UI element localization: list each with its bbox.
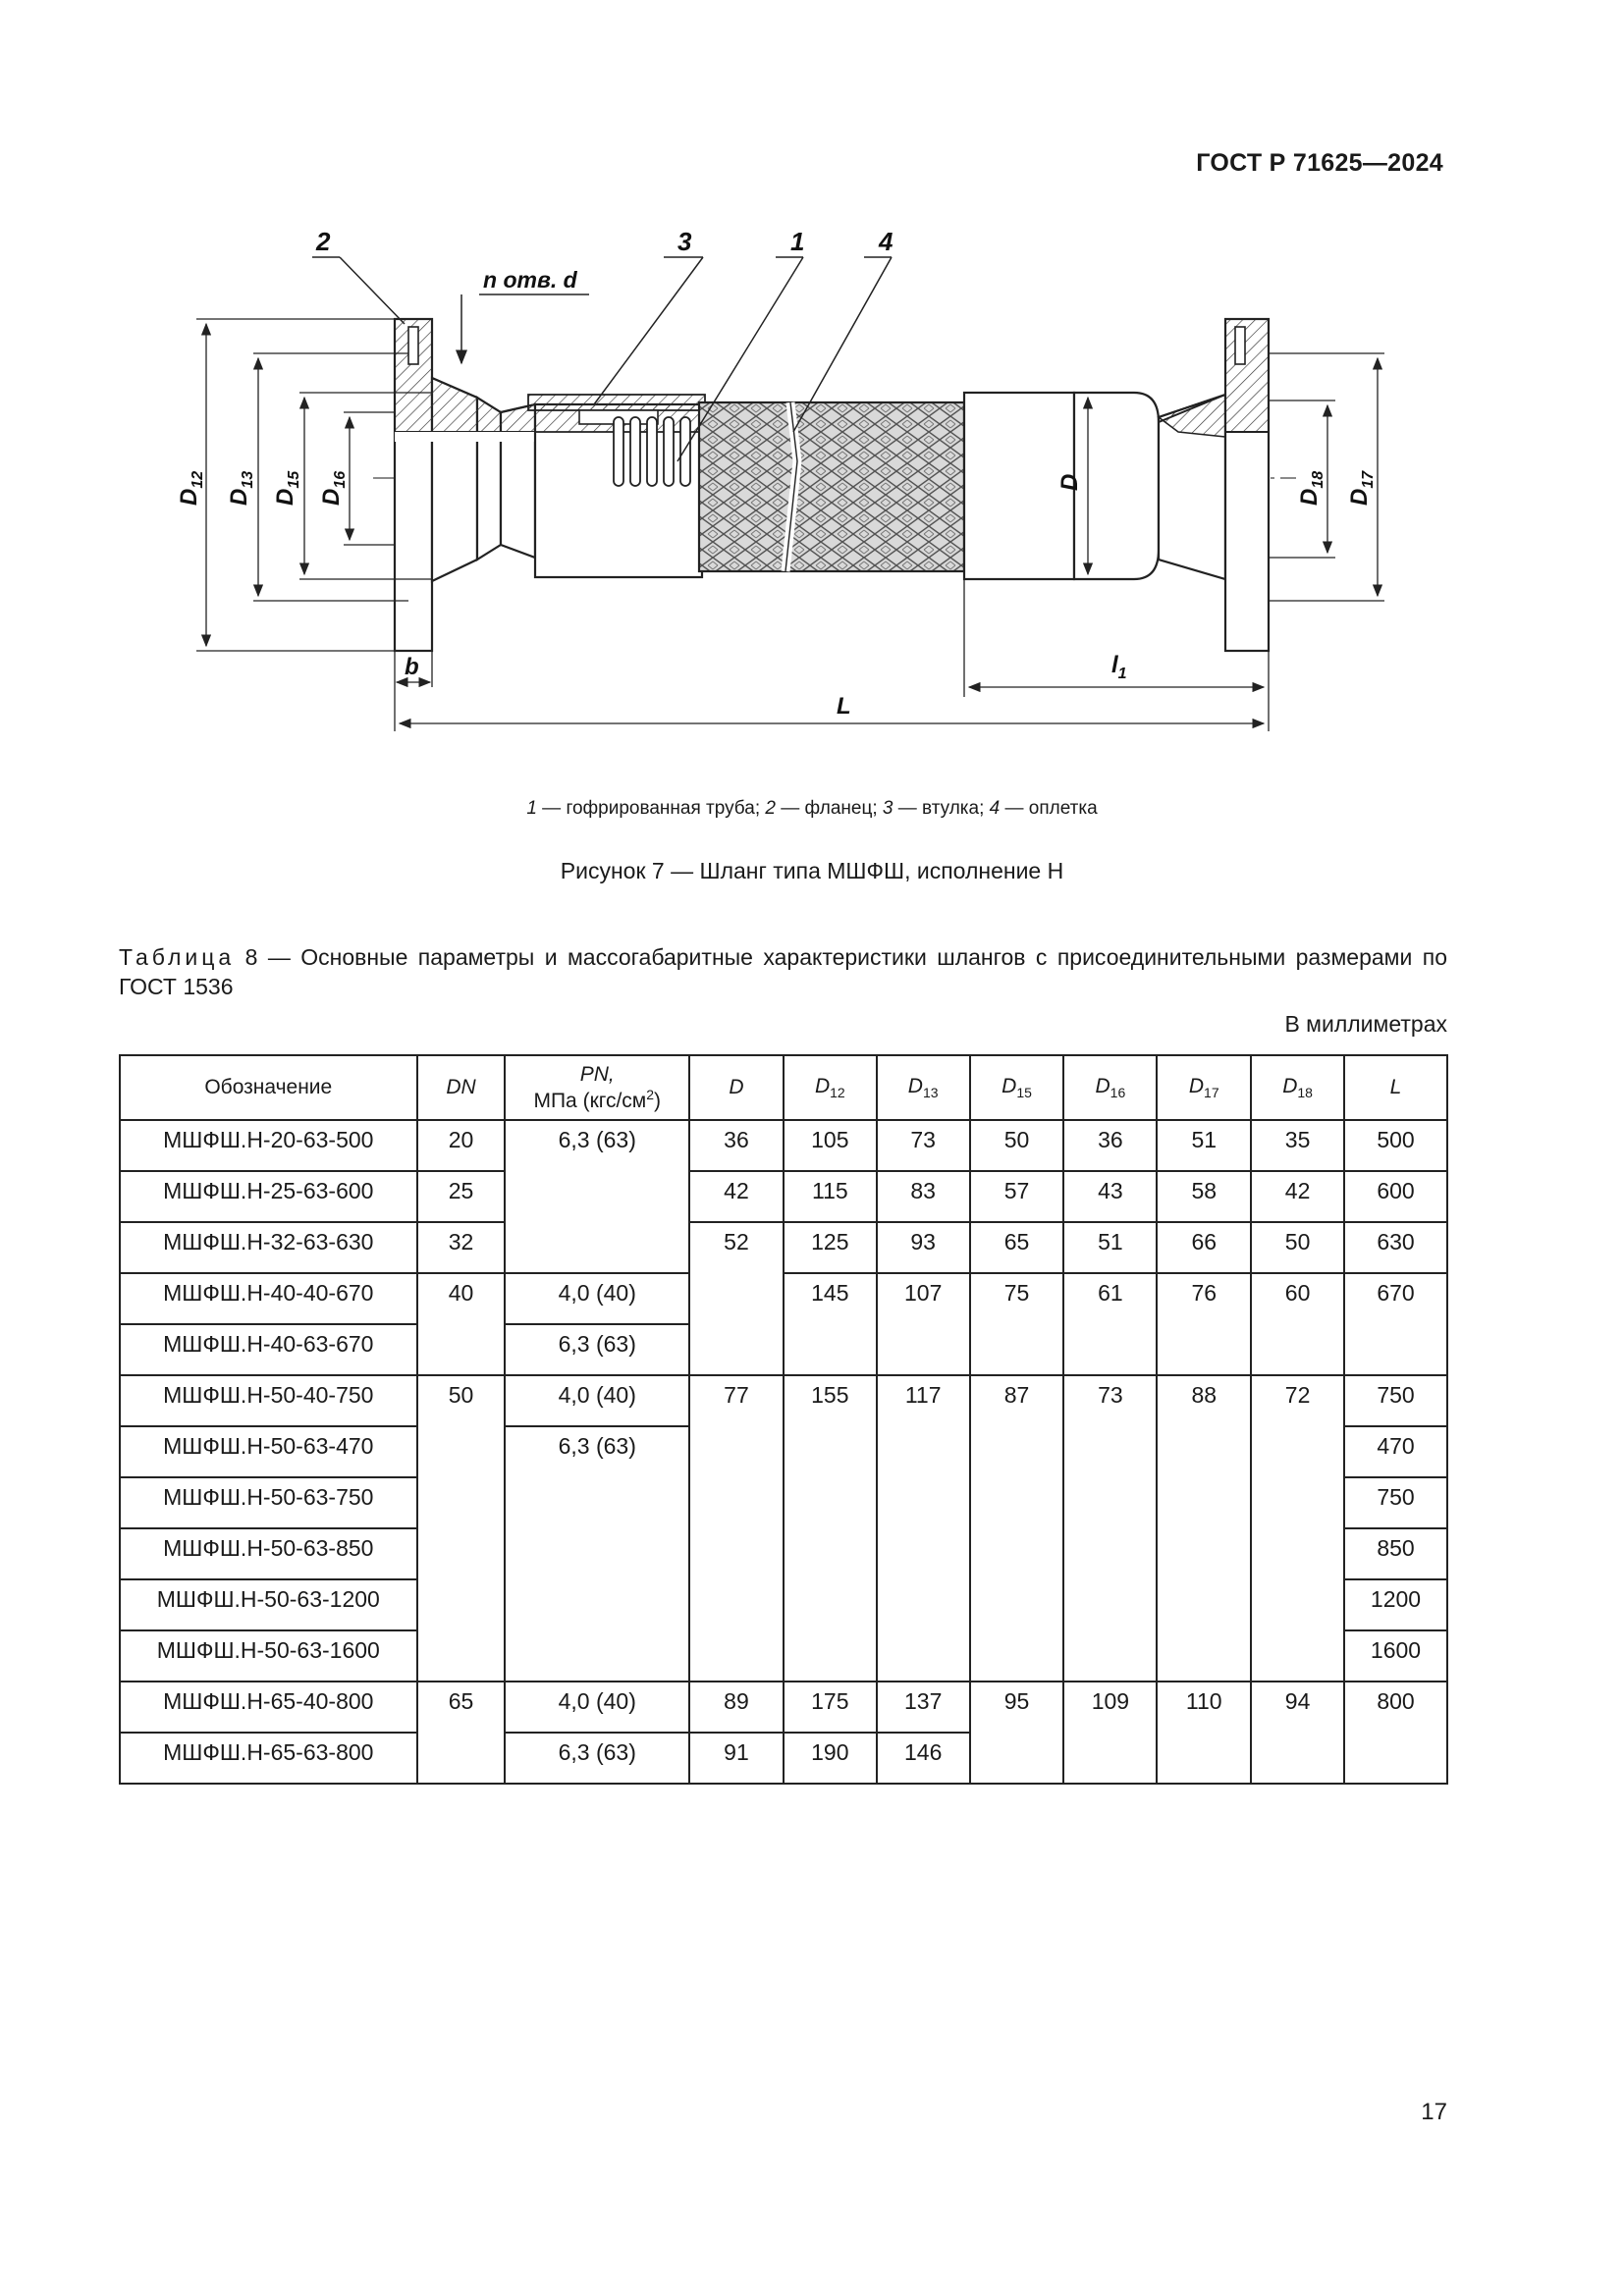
cell-d18: 72 <box>1251 1375 1344 1682</box>
document-id: ГОСТ Р 71625—2024 <box>1196 149 1443 177</box>
callout-2: 2 <box>316 227 331 256</box>
col-d16: $D_{16}$ <box>1063 1055 1157 1120</box>
cell-d13: 107 <box>877 1273 970 1375</box>
cell-d13: 93 <box>877 1222 970 1273</box>
cell-pn: 6,3 (63) <box>505 1120 689 1273</box>
cell-l: 850 <box>1344 1528 1447 1579</box>
cell-d: 77 <box>689 1375 784 1682</box>
dim-d16: $D_{16}$ <box>318 470 349 506</box>
cell-designation: МШФШ.Н-40-40-670 <box>120 1273 417 1324</box>
cell-designation: МШФШ.Н-50-63-1200 <box>120 1579 417 1630</box>
cell-d15: 75 <box>970 1273 1064 1375</box>
cell-d15: 65 <box>970 1222 1064 1273</box>
cell-dn: 32 <box>417 1222 506 1273</box>
cell-pn: 4,0 (40) <box>505 1273 689 1324</box>
cell-l: 750 <box>1344 1375 1447 1426</box>
cell-d15: 87 <box>970 1375 1064 1682</box>
table-row <box>120 1222 1447 1273</box>
cell-d12: 115 <box>784 1171 877 1222</box>
figure-caption: Рисунок 7 — Шланг типа МШФШ, исполнение Н <box>560 858 1064 883</box>
cell-l: 630 <box>1344 1222 1447 1273</box>
cell-d15: 57 <box>970 1171 1064 1222</box>
table-header-row <box>120 1055 1447 1120</box>
dim-d13: $D_{13}$ <box>226 470 256 506</box>
cell-d17: 51 <box>1157 1120 1251 1171</box>
cell-d: 52 <box>689 1222 784 1375</box>
table-row <box>120 1682 1447 1733</box>
cell-dn: 25 <box>417 1171 506 1222</box>
col-d17: $D_{17}$ <box>1157 1055 1251 1120</box>
cell-designation: МШФШ.Н-20-63-500 <box>120 1120 417 1171</box>
cell-d: 42 <box>689 1171 784 1222</box>
cell-designation: МШФШ.Н-25-63-600 <box>120 1171 417 1222</box>
cell-dn: 40 <box>417 1273 506 1375</box>
callout-4: 4 <box>879 227 893 256</box>
hose-drawing <box>0 0 1624 766</box>
cell-d16: 51 <box>1063 1222 1157 1273</box>
cell-pn: 4,0 (40) <box>505 1682 689 1733</box>
cell-d16: 109 <box>1063 1682 1157 1784</box>
cell-d12: 175 <box>784 1682 877 1733</box>
cell-l: 470 <box>1344 1426 1447 1477</box>
cell-d13: 146 <box>877 1733 970 1784</box>
cell-designation: МШФШ.Н-32-63-630 <box>120 1222 417 1273</box>
cell-d13: 83 <box>877 1171 970 1222</box>
cell-d: 91 <box>689 1733 784 1784</box>
table-units: В миллиметрах <box>1284 1011 1447 1037</box>
cell-pn: 4,0 (40) <box>505 1375 689 1426</box>
cell-designation: МШФШ.Н-50-63-470 <box>120 1426 417 1477</box>
cell-d12: 125 <box>784 1222 877 1273</box>
callout-3: 3 <box>677 227 692 256</box>
dim-d15: $D_{15}$ <box>272 470 302 506</box>
parameters-table <box>119 1054 1448 1785</box>
cell-designation: МШФШ.Н-50-63-750 <box>120 1477 417 1528</box>
cell-d16: 73 <box>1063 1375 1157 1682</box>
col-d18: $D_{18}$ <box>1251 1055 1344 1120</box>
cell-l: 670 <box>1344 1273 1447 1375</box>
cell-designation: МШФШ.Н-40-63-670 <box>120 1324 417 1375</box>
cell-d18: 94 <box>1251 1682 1344 1784</box>
cell-designation: МШФШ.Н-50-40-750 <box>120 1375 417 1426</box>
cell-d17: 66 <box>1157 1222 1251 1273</box>
table-title: Таблица 8 — Основные параметры и массогабаритные характеристики шлангов с присоединительными размерами по ГОСТ 1536 <box>119 944 1447 999</box>
cell-l: 750 <box>1344 1477 1447 1528</box>
col-d12: $D_{12}$ <box>784 1055 877 1120</box>
cell-d12: 105 <box>784 1120 877 1171</box>
dim-l1: $l_1$ <box>1111 652 1127 682</box>
cell-designation: МШФШ.Н-65-63-800 <box>120 1733 417 1784</box>
cell-d18: 42 <box>1251 1171 1344 1222</box>
cell-designation: МШФШ.Н-50-63-1600 <box>120 1630 417 1682</box>
cell-d17: 110 <box>1157 1682 1251 1784</box>
col-d13: $D_{13}$ <box>877 1055 970 1120</box>
figure-legend: 1 — гофрированная труба; 2 — фланец; 3 — втулка; 4 — оплетка <box>526 798 1098 819</box>
cell-l: 600 <box>1344 1171 1447 1222</box>
cell-l: 1200 <box>1344 1579 1447 1630</box>
dim-d18: $D_{18}$ <box>1296 470 1326 506</box>
cell-l: 1600 <box>1344 1630 1447 1682</box>
holes-label: n отв. d <box>483 267 577 293</box>
cell-d13: 117 <box>877 1375 970 1682</box>
cell-d16: 61 <box>1063 1273 1157 1375</box>
cell-d13: 137 <box>877 1682 970 1733</box>
table-row <box>120 1375 1447 1426</box>
cell-d: 89 <box>689 1682 784 1733</box>
col-d: D <box>689 1055 784 1120</box>
cell-d16: 36 <box>1063 1120 1157 1171</box>
cell-d12: 155 <box>784 1375 877 1682</box>
col-designation: Обозначение <box>120 1055 417 1120</box>
cell-d17: 58 <box>1157 1171 1251 1222</box>
cell-pn: 6,3 (63) <box>505 1426 689 1682</box>
cell-l: 500 <box>1344 1120 1447 1171</box>
cell-pn: 6,3 (63) <box>505 1324 689 1375</box>
cell-d15: 95 <box>970 1682 1064 1784</box>
col-d15: $D_{15}$ <box>970 1055 1064 1120</box>
cell-d17: 76 <box>1157 1273 1251 1375</box>
cell-designation: МШФШ.Н-50-63-850 <box>120 1528 417 1579</box>
callout-1: 1 <box>790 227 805 256</box>
dim-l: L <box>837 693 851 720</box>
cell-dn: 50 <box>417 1375 506 1682</box>
cell-d16: 43 <box>1063 1171 1157 1222</box>
col-l: L <box>1344 1055 1447 1120</box>
dim-b: b <box>405 654 419 680</box>
cell-dn: 20 <box>417 1120 506 1171</box>
dim-d17: $D_{17}$ <box>1346 470 1377 506</box>
cell-designation: МШФШ.Н-65-40-800 <box>120 1682 417 1733</box>
cell-d12: 145 <box>784 1273 877 1375</box>
cell-d18: 50 <box>1251 1222 1344 1273</box>
cell-d15: 50 <box>970 1120 1064 1171</box>
col-dn: DN <box>417 1055 506 1120</box>
cell-d17: 88 <box>1157 1375 1251 1682</box>
cell-d13: 73 <box>877 1120 970 1171</box>
cell-pn: 6,3 (63) <box>505 1733 689 1784</box>
cell-d18: 60 <box>1251 1273 1344 1375</box>
dim-d12: $D_{12}$ <box>176 470 206 506</box>
table-row <box>120 1273 1447 1324</box>
cell-d: 36 <box>689 1120 784 1171</box>
cell-dn: 65 <box>417 1682 506 1784</box>
page-number: 17 <box>1421 2099 1447 2125</box>
table-row <box>120 1120 1447 1171</box>
cell-l: 800 <box>1344 1682 1447 1784</box>
dim-d: D <box>1056 473 1083 491</box>
cell-d18: 35 <box>1251 1120 1344 1171</box>
cell-d12: 190 <box>784 1733 877 1784</box>
col-pn: PN, МПа $(кгс/см^2)$ <box>505 1055 689 1120</box>
table-row <box>120 1171 1447 1222</box>
